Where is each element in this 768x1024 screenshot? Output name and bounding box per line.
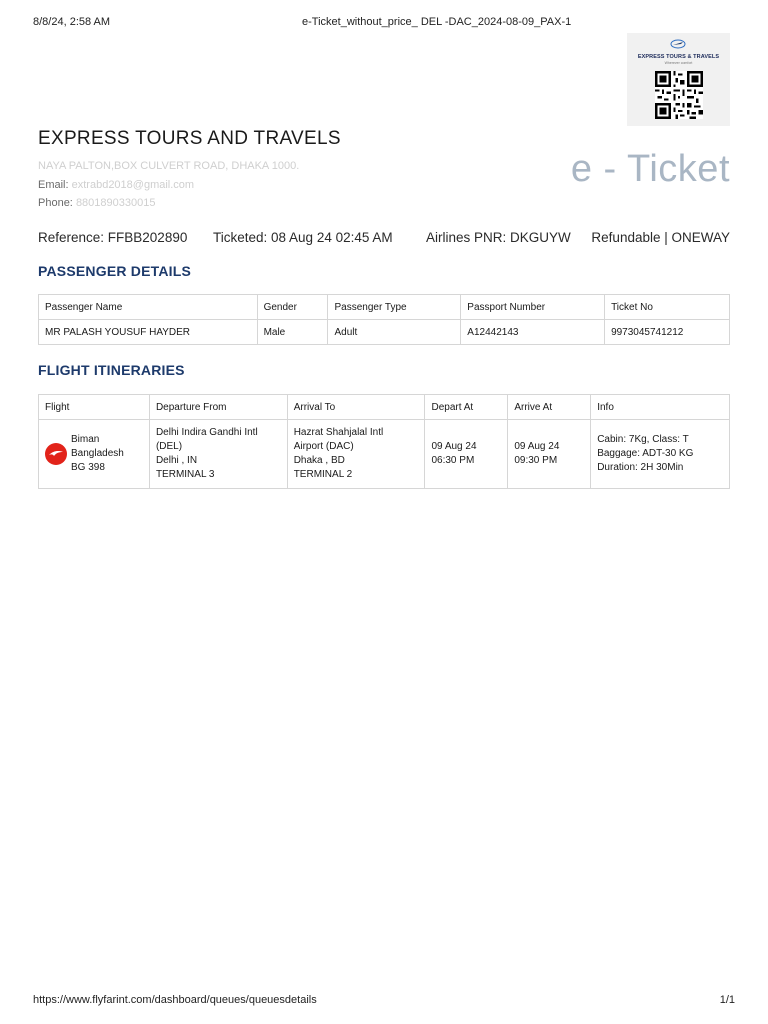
column-header: Arrive At — [508, 395, 591, 420]
flight-itineraries-title: FLIGHT ITINERARIES — [38, 362, 185, 378]
agency-name: EXPRESS TOURS AND TRAVELS — [38, 128, 341, 149]
arrive-date: 09 Aug 24 — [514, 441, 560, 452]
passenger-name: MR PALASH YOUSUF HAYDER — [39, 320, 258, 345]
column-header: Gender — [257, 295, 328, 320]
passport-number: A12442143 — [461, 320, 605, 345]
print-url: https://www.flyfarint.com/dashboard/queues/queuesdetails — [33, 994, 317, 1006]
passenger-table — [38, 294, 730, 345]
column-header: Departure From — [149, 395, 287, 420]
arrival-cell — [287, 420, 425, 489]
arrive-at-cell — [508, 420, 591, 489]
column-header: Passenger Type — [328, 295, 461, 320]
table-row — [39, 420, 730, 489]
flight-itinerary-table — [38, 394, 730, 489]
depart-at-cell — [425, 420, 508, 489]
phone-value: 8801890330015 — [75, 197, 156, 209]
column-header: Passport Number — [461, 295, 605, 320]
arrival-city: Dhaka , BD — [293, 455, 345, 466]
airline-name-line: Bangladesh — [71, 448, 124, 459]
passenger-details-title: PASSENGER DETAILS — [38, 263, 192, 279]
column-header: Ticket No — [605, 295, 730, 320]
arrive-time: 09:30 PM — [514, 455, 558, 466]
fare-type: Refundable | ONEWAY — [591, 230, 730, 245]
flight-table-header — [39, 395, 730, 420]
ticketed-datetime: Ticketed: 08 Aug 24 02:45 AM — [213, 230, 393, 245]
info-cell — [591, 420, 730, 489]
departure-terminal: TERMINAL 3 — [155, 469, 215, 480]
column-header: Flight — [39, 395, 150, 420]
eticket-title: e - Ticket — [570, 148, 730, 190]
cabin-info: Cabin: 7Kg, Class: T — [597, 434, 689, 445]
booking-summary — [38, 230, 730, 248]
print-header — [33, 16, 735, 30]
departure-code: (DEL) — [155, 441, 183, 452]
email-label: Email: — [38, 179, 69, 191]
plane-globe-logo-icon — [670, 39, 686, 49]
email-value: extrabd2018@gmail.com — [71, 179, 195, 191]
agency-phone-row — [38, 197, 155, 209]
reference-number: Reference: FFBB202890 — [38, 230, 188, 245]
column-header: Arrival To — [287, 395, 425, 420]
ticket-number: 9973045741212 — [605, 320, 730, 345]
column-header: Passenger Name — [39, 295, 258, 320]
agency-logo-card — [627, 33, 730, 126]
flight-cell — [39, 420, 150, 489]
agency-email-row — [38, 179, 194, 191]
passenger-gender: Male — [257, 320, 328, 345]
print-document-title: e-Ticket_without_price_ DEL -DAC_2024-08-09_PAX-1 — [302, 16, 572, 28]
agency-address: NAYA PALTON,BOX CULVERT ROAD, DHAKA 1000. — [38, 160, 300, 172]
column-header: Depart At — [425, 395, 508, 420]
passenger-table-header — [39, 295, 730, 320]
passenger-type: Adult — [328, 320, 461, 345]
arrival-code: Airport (DAC) — [293, 441, 354, 452]
print-datetime: 8/8/24, 2:58 AM — [33, 16, 111, 28]
baggage-info: Baggage: ADT-30 KG — [597, 448, 694, 459]
print-footer — [33, 994, 735, 1008]
table-row — [39, 320, 730, 345]
departure-airport: Delhi Indira Gandhi Intl — [155, 427, 258, 438]
duration-info: Duration: 2H 30Min — [597, 462, 684, 473]
biman-bangladesh-logo-icon — [45, 443, 67, 465]
qr-code-icon — [655, 71, 703, 119]
phone-label: Phone: — [38, 197, 73, 209]
flight-number: BG 398 — [71, 462, 105, 473]
depart-time: 06:30 PM — [431, 455, 475, 466]
column-header: Info — [591, 395, 730, 420]
logo-name: EXPRESS TOURS & TRAVELS — [637, 54, 720, 60]
depart-date: 09 Aug 24 — [431, 441, 477, 452]
arrival-terminal: TERMINAL 2 — [293, 469, 353, 480]
airline-name-line: Biman — [71, 434, 100, 445]
departure-cell — [149, 420, 287, 489]
departure-city: Delhi , IN — [155, 455, 198, 466]
page-count: 1/1 — [719, 994, 735, 1006]
airline-pnr: Airlines PNR: DKGUYW — [426, 230, 571, 245]
arrival-airport: Hazrat Shahjalal Intl — [293, 427, 384, 438]
logo-tagline: Wherever comfort — [664, 61, 693, 65]
